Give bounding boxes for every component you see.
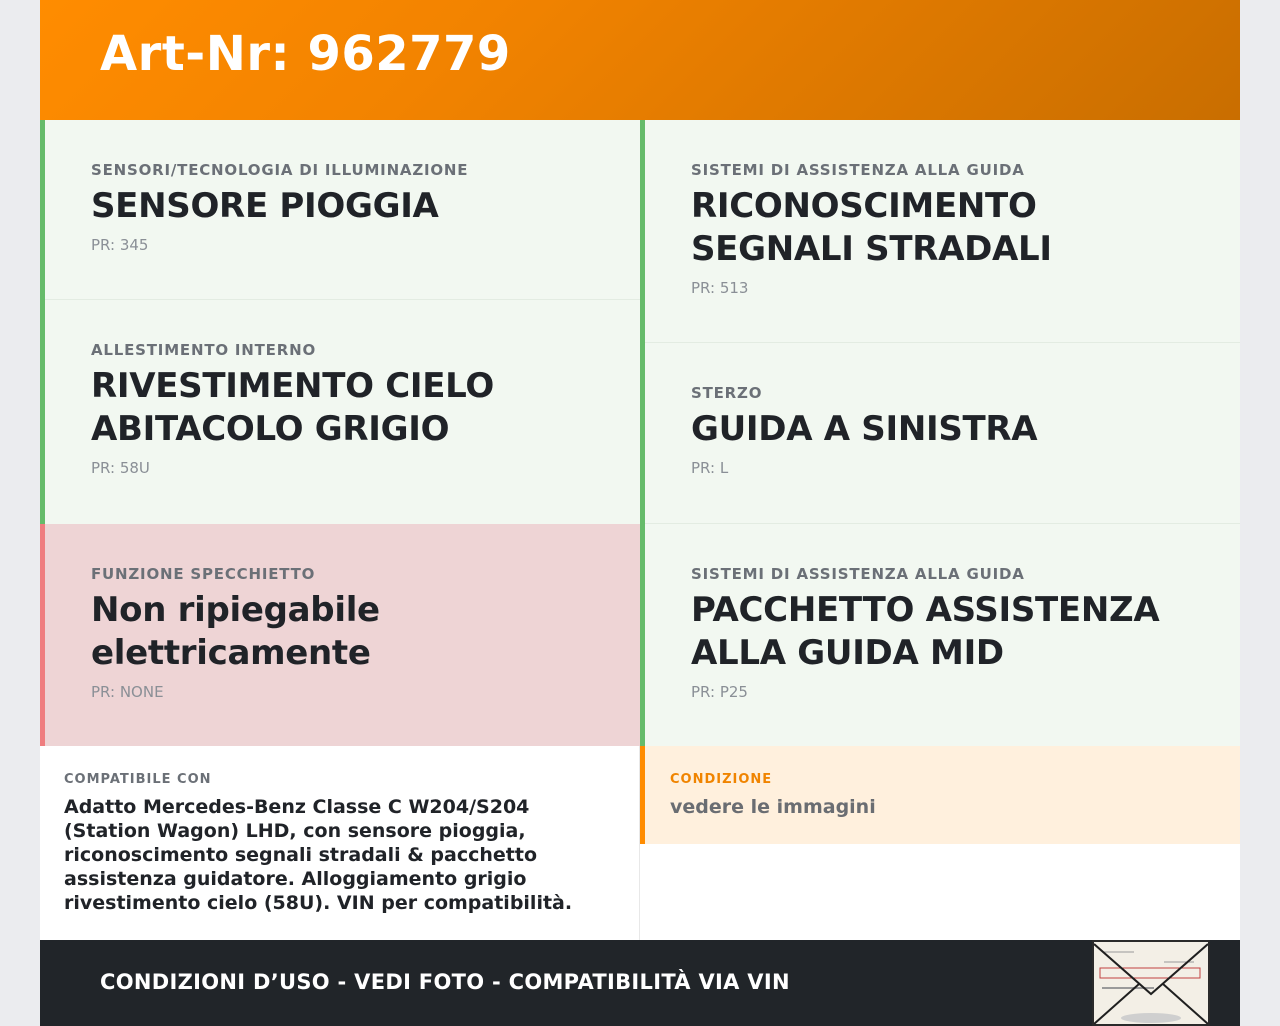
feature-category: FUNZIONE SPECCHIETTO xyxy=(91,565,316,583)
feature-pr-code: PR: NONE xyxy=(91,683,164,701)
feature-value: SENSORE PIOGGIA xyxy=(91,186,439,226)
feature-value: GUIDA A SINISTRA xyxy=(691,409,1038,449)
feature-card-steering xyxy=(640,343,1240,524)
feature-card-mirror-function xyxy=(40,524,640,746)
compatibility-text: Adatto Mercedes-Benz Classe C W204/S204 (Station Wagon) LHD, con sensore pioggia, riconoscimento segnali stradali & pacchetto assistenza guidatore. Alloggiamento grigio rivestimento cielo (58U). VIN per compatibilità. xyxy=(64,796,573,914)
feature-pr-code: PR: 513 xyxy=(691,279,749,297)
feature-pr-code: PR: 345 xyxy=(91,236,149,254)
product-sheet xyxy=(40,0,1240,1026)
feature-category: SENSORI/TECNOLOGIA DI ILLUMINAZIONE xyxy=(91,161,469,179)
feature-value: PACCHETTO ASSISTENZA ALLA GUIDA MID xyxy=(691,590,1160,673)
product-photo-thumbnail[interactable] xyxy=(1092,940,1210,1026)
compatibility-section xyxy=(40,746,640,940)
feature-card-rain-sensor xyxy=(40,120,640,300)
label-photo-graphic xyxy=(1094,942,1208,1024)
feature-category: SISTEMI DI ASSISTENZA ALLA GUIDA xyxy=(691,565,1025,583)
condition-label: CONDIZIONE xyxy=(670,772,773,787)
feature-card-driver-assist-package xyxy=(640,524,1240,746)
compatibility-label: COMPATIBILE CON xyxy=(64,772,212,787)
feature-card-traffic-sign-recognition xyxy=(640,120,1240,343)
article-number-title: Art-Nr: 962779 xyxy=(100,26,511,82)
feature-value: RICONOSCIMENTO SEGNALI STRADALI xyxy=(691,186,1052,269)
feature-category: ALLESTIMENTO INTERNO xyxy=(91,341,316,359)
condition-section xyxy=(640,746,1240,844)
feature-value: RIVESTIMENTO CIELO ABITACOLO GRIGIO xyxy=(91,366,494,449)
feature-category: STERZO xyxy=(691,384,763,402)
feature-pr-code: PR: 58U xyxy=(91,459,150,477)
header-bar xyxy=(40,0,1240,120)
feature-card-headliner xyxy=(40,300,640,524)
footer-text: CONDIZIONI D’USO - VEDI FOTO - COMPATIBILITÀ VIA VIN xyxy=(100,970,790,994)
feature-category: SISTEMI DI ASSISTENZA ALLA GUIDA xyxy=(691,161,1025,179)
feature-pr-code: PR: L xyxy=(691,459,729,477)
footer-bar xyxy=(40,940,1240,1026)
feature-value: Non ripiegabile elettricamente xyxy=(91,590,380,673)
feature-pr-code: PR: P25 xyxy=(691,683,748,701)
condition-text: vedere le immagini xyxy=(670,796,876,818)
